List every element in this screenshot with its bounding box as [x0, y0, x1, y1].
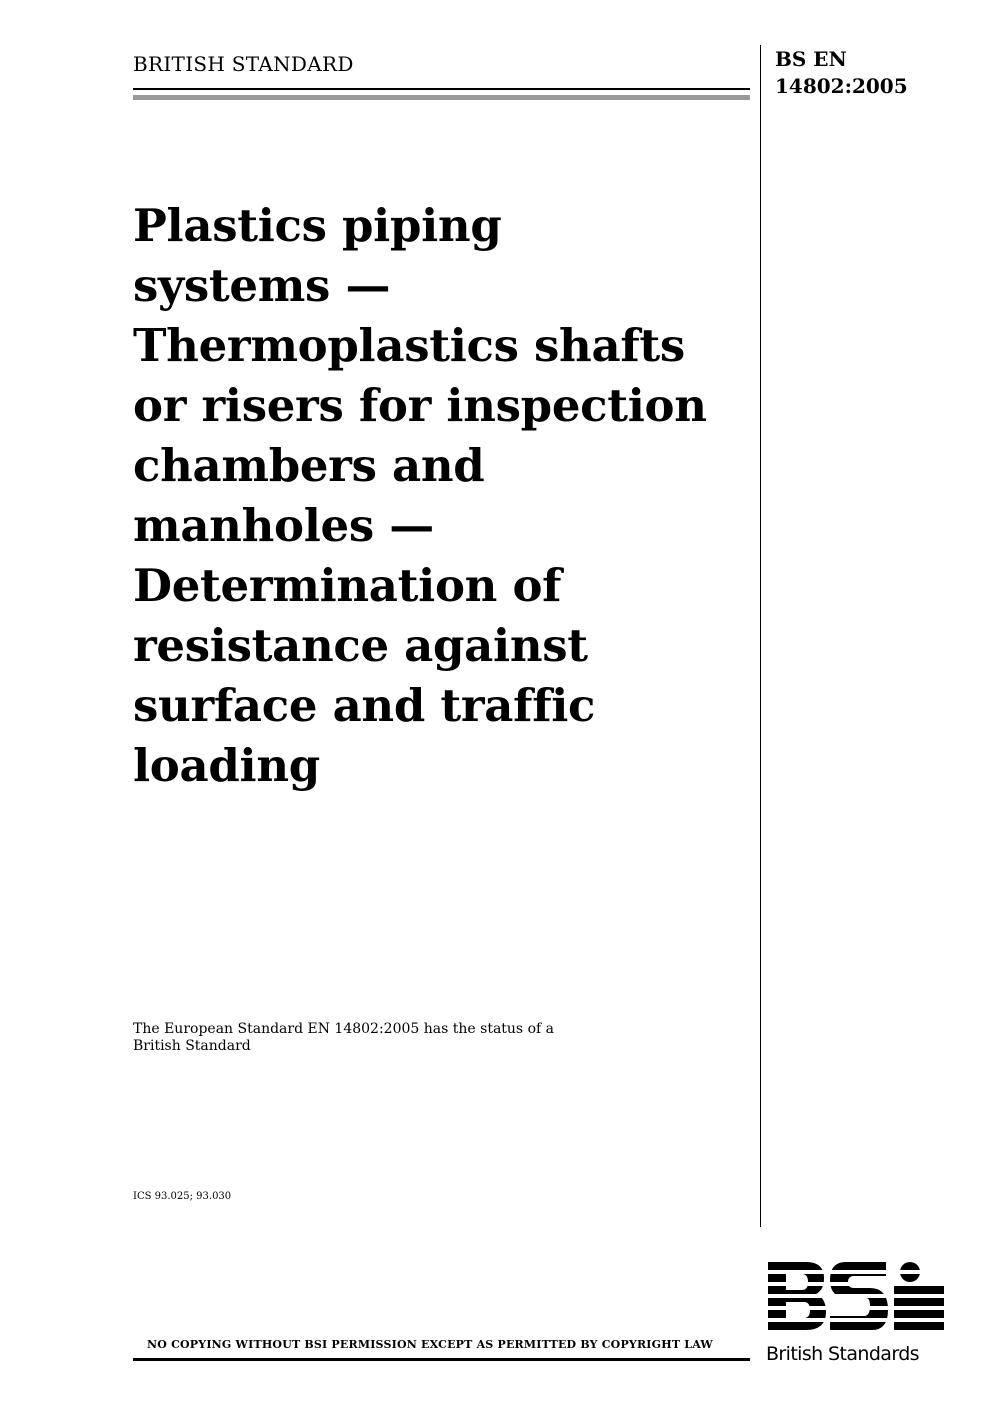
vertical-divider: [760, 45, 761, 1227]
title-line: Determination of: [133, 559, 562, 612]
standard-number: [775, 46, 908, 100]
standard-number-line-2: 14802:2005: [775, 74, 908, 98]
status-line-2: British Standard: [133, 1038, 251, 1054]
ics-code: ICS 93.025; 93.030: [133, 1191, 232, 1202]
standard-number-line-1: BS EN: [775, 47, 847, 71]
title-line: chambers and: [133, 439, 485, 492]
header-rule-thick: [133, 95, 750, 100]
title-line: or risers for inspection: [133, 379, 707, 432]
title-line: resistance against: [133, 619, 588, 672]
title-line: systems —: [133, 259, 391, 312]
header-rule-thin: [133, 88, 750, 90]
publication-type-label: BRITISH STANDARD: [133, 52, 354, 76]
title-line: surface and traffic: [133, 679, 596, 732]
copyright-notice: NO COPYING WITHOUT BSI PERMISSION EXCEPT AS PERMITTED BY COPYRIGHT LAW: [147, 1338, 713, 1351]
title-line: manholes —: [133, 499, 434, 552]
status-line-1: The European Standard EN 14802:2005 has the status of a: [133, 1021, 554, 1037]
title-line: loading: [133, 739, 320, 792]
bsi-logo-subtitle: British Standards: [766, 1343, 919, 1365]
footer-rule: [133, 1358, 750, 1361]
status-statement: [133, 1021, 613, 1055]
title-line: Thermoplastics shafts: [133, 319, 685, 372]
document-title: [133, 196, 748, 796]
title-line: Plastics piping: [133, 199, 502, 252]
